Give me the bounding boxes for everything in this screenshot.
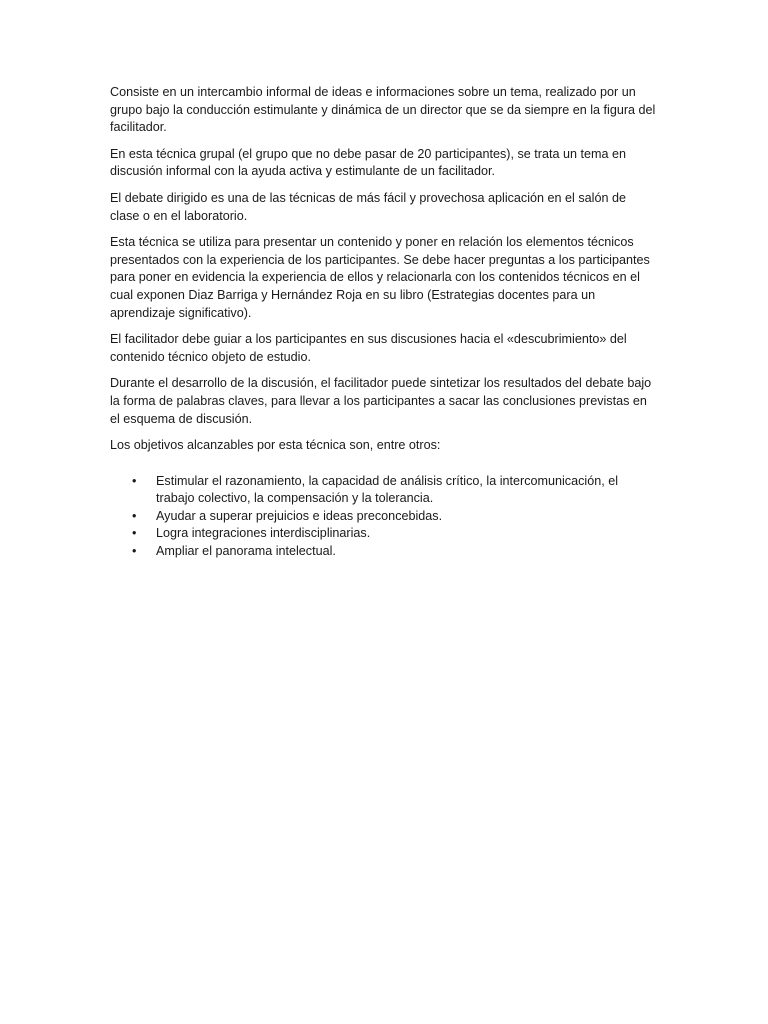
list-item-text: Logra integraciones interdisciplinarias. xyxy=(156,526,371,541)
list-item xyxy=(110,525,658,543)
list-item-text: Ampliar el panorama intelectual. xyxy=(156,544,336,559)
bullet-icon: • xyxy=(132,508,137,523)
paragraph-objectives-intro: Los objetivos alcanzables por esta técnica son, entre otros: xyxy=(110,438,441,453)
document-page xyxy=(110,84,658,561)
paragraph-definition: Consiste en un intercambio informal de ideas e informaciones sobre un tema, realizado por un grupo bajo la conducción estimulante y dinámica de un director que se da siempre en la figura del facilitador. xyxy=(110,85,656,135)
paragraph-directed-debate: El debate dirigido es una de las técnicas de más fácil y provechosa aplicación en el salón de clase o en el laboratorio. xyxy=(110,190,626,223)
list-item xyxy=(110,543,658,561)
paragraph-technique-usage: Esta técnica se utiliza para presentar un contenido y poner en relación los elementos técnicos presentados con la experiencia de los participantes. Se debe hacer preguntas a los participantes para poner en evidencia la experiencia de ellos y relacionarla con los contenidos técnicos en el cual exponen Diaz Barriga y Hernández Roja en su libro (Estrategias docentes para un aprendizaje significativo). xyxy=(110,235,650,320)
paragraph-discussion-development: Durante el desarrollo de la discusión, el facilitador puede sintetizar los resultados del debate bajo la forma de palabras claves, para llevar a los participantes a sacar las conclusiones previstas en el esquema de discusión. xyxy=(110,376,652,426)
paragraph-facilitator-role: El facilitador debe guiar a los participantes en sus discusiones hacia el «descubrimiento» del contenido técnico objeto de estudio. xyxy=(110,332,627,364)
bullet-icon: • xyxy=(132,473,137,488)
list-item-text: Ayudar a superar prejuicios e ideas preconcebidas. xyxy=(156,508,443,523)
list-item xyxy=(110,473,658,508)
paragraph-group-technique: En esta técnica grupal (el grupo que no debe pasar de 20 participantes), se trata un tema en discusión informal con la ayuda activa y estimulante de un facilitador. xyxy=(110,146,626,179)
bullet-icon: • xyxy=(132,544,137,559)
list-item-text: Estimular el razonamiento, la capacidad de análisis crítico, la intercomunicación, el trabajo colectivo, la compensación y la tolerancia. xyxy=(156,473,618,506)
list-item xyxy=(110,508,658,526)
objectives-list xyxy=(110,473,658,561)
bullet-icon: • xyxy=(132,526,137,541)
